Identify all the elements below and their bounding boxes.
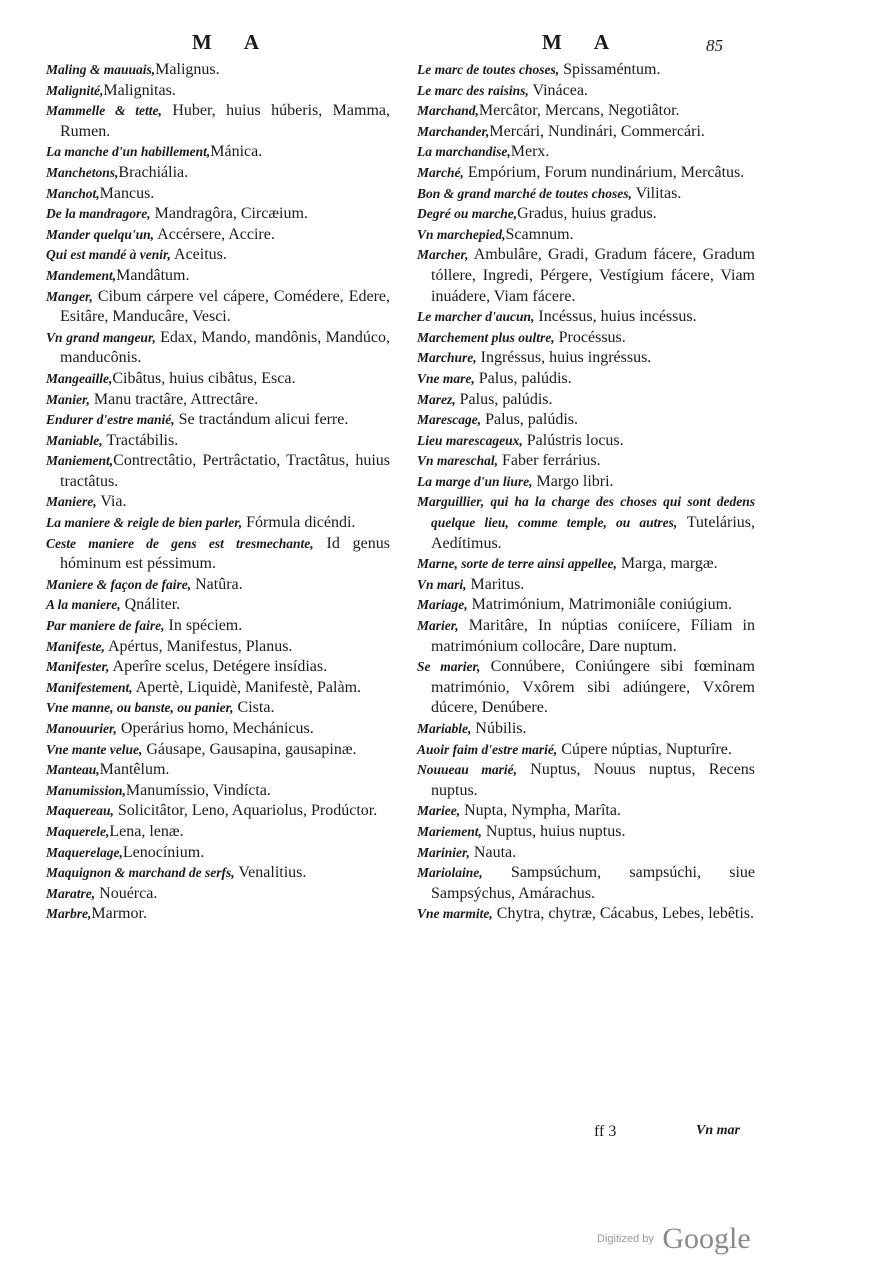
entry-translation: Palus, palúdis. <box>455 390 553 408</box>
entry-translation: Chytra, chytræ, Cácabus, Lebes, lebêtis. <box>492 905 755 923</box>
dictionary-entry <box>46 451 390 492</box>
entry-headword: Mammelle & tette, <box>46 103 162 119</box>
dictionary-entry <box>46 266 390 287</box>
entry-headword: Maquereau, <box>46 803 114 819</box>
entry-translation: Maritus. <box>466 575 525 593</box>
dictionary-entry <box>417 657 755 719</box>
dictionary-entry <box>46 698 390 719</box>
entry-headword: Maquerele, <box>46 823 110 839</box>
dictionary-entry <box>46 822 390 843</box>
entry-translation: Connúbere, Coniúngere sibi fœminam matrimónio, Vxôrem sibi adiúngere, Vxôrem dúcere, Denúbere. <box>431 658 755 717</box>
dictionary-entry <box>417 904 755 925</box>
dictionary-entry <box>46 492 390 513</box>
entry-translation: Marmor. <box>91 905 147 923</box>
dictionary-entry <box>417 822 755 843</box>
entry-headword: Marchander, <box>417 123 490 139</box>
dictionary-entry <box>417 843 755 864</box>
dictionary-entry <box>417 101 755 122</box>
entry-translation: Mancus. <box>99 184 155 202</box>
entry-headword: Mariage, <box>417 597 468 613</box>
entry-headword: Bon & grand marché de toutes choses, <box>417 185 632 201</box>
entry-headword: Marbre, <box>46 906 92 922</box>
entry-translation: Matrimónium, Matrimoniâle coniúgium. <box>467 596 733 614</box>
dictionary-entry <box>417 245 755 307</box>
entry-headword: Manier, <box>46 391 90 407</box>
dictionary-entry <box>46 801 390 822</box>
entry-headword: Manteau, <box>46 762 100 778</box>
entry-translation: Huber, huius húberis, Mamma, Rumen. <box>60 102 390 140</box>
digitized-label: Digitized by <box>597 1233 654 1245</box>
entry-headword: Par maniere de faire, <box>46 618 165 634</box>
entry-translation: Aceitus. <box>170 246 227 264</box>
dictionary-entry <box>417 616 755 657</box>
entry-headword: De la mandragore, <box>46 206 151 222</box>
entry-headword: Vne manne, ou banste, ou panier, <box>46 700 234 716</box>
dictionary-entry <box>417 184 755 205</box>
entry-translation: Núbilis. <box>471 720 527 737</box>
entry-headword: Mariable, <box>417 721 472 736</box>
running-head-right: M A <box>542 30 624 54</box>
entry-headword: Maling & mauuais, <box>46 62 156 77</box>
page-number: 85 <box>706 36 723 55</box>
entry-translation: Malignitas. <box>103 81 176 99</box>
entry-headword: Marchement plus oultre, <box>417 329 555 345</box>
entry-headword: Maniement, <box>46 453 114 469</box>
dictionary-entry <box>46 245 390 266</box>
dictionary-entry <box>46 719 390 740</box>
dictionary-entry <box>417 863 755 904</box>
entry-headword: Vn mareschal, <box>417 453 499 469</box>
entry-translation: Mercári, Nundinári, Commercári. <box>489 122 705 140</box>
dictionary-entry <box>417 431 755 452</box>
entry-translation: Palus, palúdis. <box>474 369 572 387</box>
dictionary-entry <box>417 225 755 246</box>
dictionary-entry <box>46 60 390 81</box>
catchword: Vn mar <box>696 1123 740 1138</box>
dictionary-entry <box>417 142 755 163</box>
dictionary-entry <box>46 843 390 864</box>
entry-translation: Lena, lenæ. <box>109 822 184 840</box>
dictionary-entry <box>46 678 390 699</box>
entry-headword: Vne mare, <box>417 370 475 386</box>
dictionary-entry <box>46 595 390 616</box>
entry-translation: Cibâtus, huius cibâtus, Esca. <box>112 369 296 387</box>
entry-headword: La marge d'un liure, <box>417 473 533 489</box>
entry-headword: Maquerelage, <box>46 844 123 860</box>
running-head-left: M A <box>192 30 274 54</box>
entry-headword: Se marier, <box>417 659 481 675</box>
dictionary-entry <box>417 390 755 411</box>
entry-headword: Nouueau marié, <box>417 762 518 778</box>
entry-translation: Edax, Mando, mandônis, Mandúco, manducônis. <box>60 328 390 367</box>
entry-headword: Marne, sorte de terre ainsi appellee, <box>417 556 617 572</box>
entry-translation: Cibum cárpere vel cápere, Comédere, Edere, Esitâre, Manducâre, Vesci. <box>60 287 390 326</box>
entry-translation: Vinácea. <box>528 81 588 99</box>
entry-translation: Cúpere núptias, Nupturîre. <box>557 740 732 758</box>
entry-translation: Malignus. <box>155 61 220 78</box>
entry-headword: Manchot, <box>46 185 100 201</box>
entry-translation: Maritâre, In núptias coniícere, Fíliam in matrimónium collocâre, Dare nuptum. <box>431 617 755 655</box>
entry-translation: Fórmula dicéndi. <box>242 514 356 532</box>
entry-headword: Maniable, <box>46 432 103 448</box>
entry-headword: Vn grand mangeur, <box>46 329 156 345</box>
entry-translation: Qnáliter. <box>120 596 181 614</box>
entry-headword: Marchure, <box>417 350 477 366</box>
dictionary-entry <box>46 101 390 142</box>
entry-translation: Incéssus, huius incéssus. <box>534 308 697 326</box>
signature-mark: ff 3 <box>594 1123 617 1140</box>
entry-translation: Contrectâtio, Pertrâctatio, Tractâtus, huius tractâtus. <box>60 452 390 490</box>
entry-translation: Nauta. <box>469 843 517 861</box>
entry-headword: Mariement, <box>417 823 482 839</box>
entry-headword: Maquignon & marchand de serfs, <box>46 865 235 881</box>
entry-headword: Manger, <box>46 288 93 304</box>
entry-headword: Manouurier, <box>46 721 117 736</box>
entry-translation: Solicitâtor, Leno, Aquariolus, Prodúctor. <box>113 802 378 820</box>
dictionary-entry <box>417 81 755 102</box>
entry-translation: Sampsúchum, sampsúchi, siue Sampsýchus, Amárachus. <box>431 864 755 902</box>
entry-translation: Mercâtor, Mercans, Negotiâtor. <box>478 102 680 120</box>
entry-headword: Manifestement, <box>46 679 133 695</box>
entry-headword: Vne mante velue, <box>46 741 143 757</box>
entry-translation: Mandragôra, Circæium. <box>150 205 308 223</box>
entry-headword: Mander quelqu'un, <box>46 226 155 242</box>
entry-headword: Marier, <box>417 618 459 634</box>
entry-translation: Mandâtum. <box>116 266 190 284</box>
entry-headword: Manifeste, <box>46 638 105 654</box>
entry-translation: Apértus, Manifestus, Planus. <box>104 637 293 655</box>
entry-translation: Merx. <box>510 143 550 161</box>
dictionary-entry <box>46 431 390 452</box>
entry-headword: Le marcher d'aucun, <box>417 309 535 325</box>
entry-translation: Faber ferrárius. <box>498 452 601 470</box>
entry-translation: Brachiália. <box>118 163 189 181</box>
dictionary-entry <box>46 184 390 205</box>
dictionary-entry <box>46 637 390 658</box>
entry-headword: Auoir faim d'estre marié, <box>417 741 558 757</box>
entry-translation: Nupta, Nympha, Marîta. <box>460 802 621 820</box>
dictionary-entry <box>417 575 755 596</box>
entry-translation: Tutelárius, Aedítimus. <box>431 514 755 552</box>
entry-headword: Marchand, <box>417 103 479 119</box>
dictionary-entry <box>46 142 390 163</box>
right-column <box>417 60 755 925</box>
dictionary-entry <box>46 390 390 411</box>
entry-headword: Marez, <box>417 391 456 407</box>
entry-headword: Mariee, <box>417 803 461 819</box>
entry-translation: Ingréssus, huius ingréssus. <box>476 349 652 367</box>
dictionary-entry <box>46 225 390 246</box>
entry-translation: Nuptus, huius nuptus. <box>481 822 626 840</box>
entry-translation: Venalitius. <box>234 864 307 882</box>
dictionary-entry <box>417 801 755 822</box>
dictionary-entry <box>417 472 755 493</box>
dictionary-entry <box>417 204 755 225</box>
entry-translation: Operárius homo, Mechánicus. <box>116 720 314 737</box>
entry-headword: Manchetons, <box>46 164 119 180</box>
entry-headword: Lieu marescageux, <box>417 432 523 448</box>
entry-headword: Le marc des raisins, <box>417 82 529 98</box>
entry-translation: Id genus hóminum est péssimum. <box>60 534 391 573</box>
entry-translation: Accérsere, Accire. <box>154 225 275 243</box>
entry-translation: Procéssus. <box>554 328 626 346</box>
entry-translation: Empórium, Forum nundinárium, Mercâtus. <box>463 163 745 181</box>
entry-headword: La marchandise, <box>417 144 511 160</box>
entry-translation: Nuptus, Nouus nuptus, Recens nuptus. <box>431 761 755 799</box>
entry-headword: Endurer d'estre manié, <box>46 412 175 428</box>
entry-translation: Vilitas. <box>631 184 682 202</box>
entry-headword: Malignité, <box>46 82 104 98</box>
dictionary-entry <box>417 719 755 740</box>
entry-translation: Gradus, huius gradus. <box>517 205 657 223</box>
entry-headword: Degré ou marche, <box>417 206 518 222</box>
entry-translation: Marga, margæ. <box>616 555 718 573</box>
entry-headword: Vn marchepied, <box>417 226 506 242</box>
entry-translation: Ambulâre, Gradi, Gradum fácere, Gradum tóllere, Ingredi, Pérgere, Vestígium fácere, Viam inuádere, Viam fácere. <box>431 246 755 305</box>
dictionary-entry <box>417 60 755 81</box>
entry-translation: Se tractándum alicui ferre. <box>174 411 349 429</box>
entry-translation: Cista. <box>233 699 275 717</box>
entry-headword: Marché, <box>417 164 464 180</box>
dictionary-entry <box>417 307 755 328</box>
dictionary-entry <box>417 492 755 554</box>
dictionary-entry <box>46 884 390 905</box>
dictionary-entry <box>46 534 390 575</box>
entry-headword: Ceste maniere de gens est tresmechante, <box>46 535 314 551</box>
dictionary-entry <box>46 369 390 390</box>
entry-translation: In spéciem. <box>164 617 243 635</box>
entry-translation: Manu tractâre, Attrectâre. <box>89 390 259 408</box>
entry-headword: Maniere & façon de faire, <box>46 576 192 592</box>
entry-translation: Mánica. <box>210 143 263 161</box>
entry-headword: Marescage, <box>417 412 482 428</box>
dictionary-entry <box>417 163 755 184</box>
dictionary-entry <box>46 657 390 678</box>
dictionary-entry <box>417 554 755 575</box>
entry-headword: Manumission, <box>46 782 126 798</box>
entry-headword: Qui est mandé à venir, <box>46 247 171 263</box>
dictionary-entry <box>46 740 390 761</box>
dictionary-entry <box>46 760 390 781</box>
google-logo: Google <box>662 1222 751 1255</box>
left-column <box>46 60 390 925</box>
entry-translation: Scamnum. <box>505 225 574 243</box>
entry-headword: Marinier, <box>417 844 470 860</box>
entry-translation: Aperîre scelus, Detégere insídias. <box>109 658 328 676</box>
entry-headword: Le marc de toutes choses, <box>417 62 560 77</box>
dictionary-entry <box>417 122 755 143</box>
dictionary-entry <box>417 369 755 390</box>
entry-headword: Mandement, <box>46 267 117 283</box>
dictionary-entry <box>46 575 390 596</box>
dictionary-entry <box>417 451 755 472</box>
entry-headword: La manche d'un habillement, <box>46 144 211 160</box>
entry-headword: Manifester, <box>46 659 110 675</box>
digitized-watermark <box>597 1222 751 1256</box>
dictionary-entry <box>46 328 390 369</box>
entry-translation: Via. <box>96 493 127 511</box>
dictionary-entry <box>46 616 390 637</box>
dictionary-entry <box>417 348 755 369</box>
entry-translation: Gáusape, Gausapina, gausapinæ. <box>142 740 357 758</box>
entry-translation: Tractábilis. <box>102 431 179 449</box>
entry-translation: Manumíssio, Vindícta. <box>125 781 271 799</box>
entry-translation: Palus, palúdis. <box>481 411 579 429</box>
dictionary-entry <box>46 863 390 884</box>
dictionary-entry <box>46 410 390 431</box>
dictionary-entry <box>417 595 755 616</box>
dictionary-entry <box>46 81 390 102</box>
entry-translation: Natûra. <box>191 575 243 593</box>
dictionary-entry <box>46 781 390 802</box>
dictionary-entry <box>46 513 390 534</box>
entry-headword: La maniere & reigle de bien parler, <box>46 515 243 531</box>
entry-translation: Spissaméntum. <box>559 61 661 78</box>
entry-headword: Maniere, <box>46 494 97 510</box>
entry-translation: Margo libri. <box>532 472 614 490</box>
dictionary-entry <box>46 287 390 328</box>
entry-translation: Mantêlum. <box>99 761 170 779</box>
dictionary-entry <box>417 740 755 761</box>
entry-headword: Vn mari, <box>417 576 467 592</box>
entry-translation: Palústris locus. <box>522 431 624 449</box>
dictionary-entry <box>46 904 390 925</box>
entry-headword: Vne marmite, <box>417 906 493 922</box>
entry-headword: Mariolaine, <box>417 865 483 881</box>
entry-translation: Nouérca. <box>95 884 158 902</box>
entry-headword: A la maniere, <box>46 597 121 613</box>
dictionary-entry <box>417 760 755 801</box>
dictionary-entry <box>46 163 390 184</box>
dictionary-entry <box>417 410 755 431</box>
dictionary-entry <box>417 328 755 349</box>
entry-headword: Maratre, <box>46 885 96 901</box>
entry-headword: Marguillier, qui ha la charge des choses qui sont dedens quelque lieu, comme temple, ou autres, <box>417 494 755 531</box>
entry-headword: Mangeaille, <box>46 370 113 386</box>
entry-translation: Apertè, Liquidè, Manifestè, Palàm. <box>132 678 362 696</box>
entry-headword: Marcher, <box>417 247 469 263</box>
entry-translation: Lenocínium. <box>122 843 205 861</box>
dictionary-entry <box>46 204 390 225</box>
